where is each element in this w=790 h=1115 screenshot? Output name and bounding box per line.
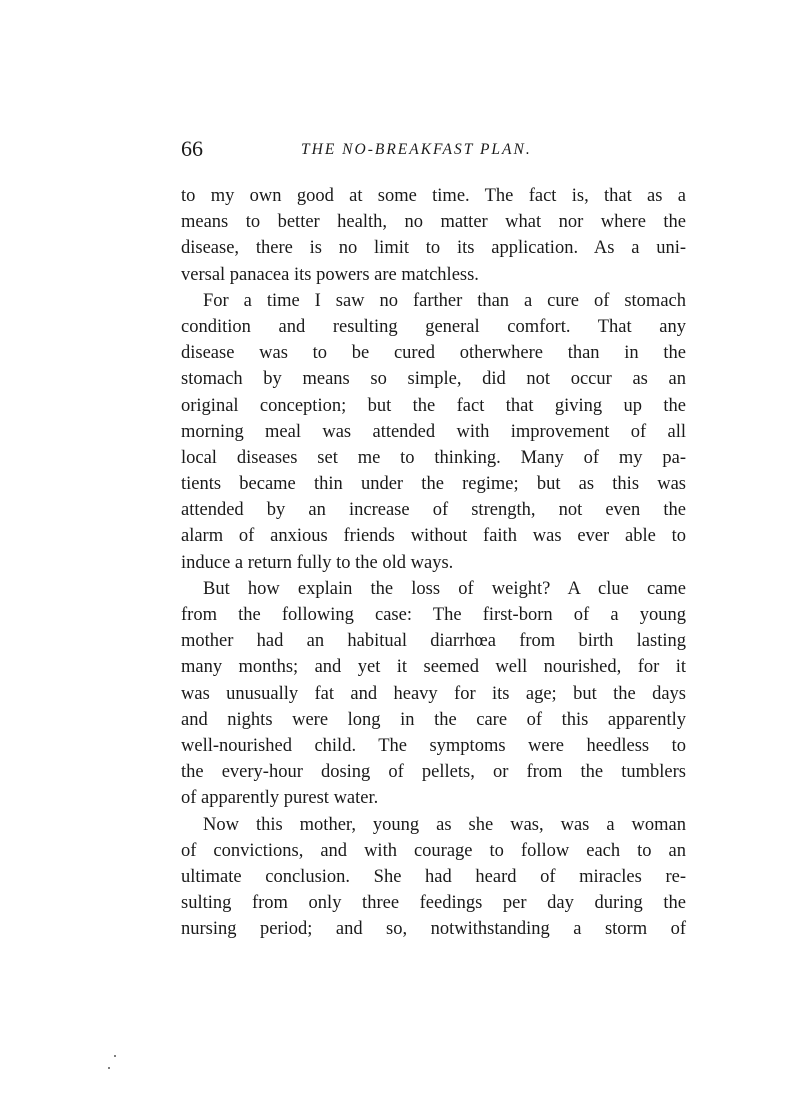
page-header bbox=[181, 136, 691, 166]
paragraph-1 bbox=[181, 183, 686, 288]
text-line: of apparently purest water. bbox=[181, 788, 379, 809]
text-line: means to better health, no matter what nor where the bbox=[181, 212, 686, 233]
text-line: original conception; but the fact that giving up the bbox=[181, 395, 686, 416]
text-line: alarm of anxious friends without faith was ever able to bbox=[181, 526, 686, 547]
text-line: well-nourished child. The symptoms were heedless to bbox=[181, 735, 686, 756]
text-line: disease was to be cured otherwhere than in the bbox=[181, 343, 686, 364]
paragraph-4 bbox=[181, 812, 686, 943]
text-line: to my own good at some time. The fact is, that as a bbox=[181, 186, 686, 206]
text-line: was unusually fat and heavy for its age; but the days bbox=[181, 683, 686, 704]
text-line: stomach by means so simple, did not occur as an bbox=[181, 369, 686, 390]
text-line: versal panacea its powers are matchless. bbox=[181, 264, 479, 285]
text-line: attended by an increase of strength, not even the bbox=[181, 500, 686, 521]
speck bbox=[114, 1055, 116, 1057]
text-line: But how explain the loss of weight? A clue came bbox=[203, 578, 686, 599]
text-line: nursing period; and so, notwithstanding a storm of bbox=[181, 919, 686, 940]
text-line: mother had an habitual diarrhœa from birth lasting bbox=[181, 631, 686, 652]
text-line: ultimate conclusion. She had heard of miracles re- bbox=[181, 866, 686, 887]
text-line: Now this mother, young as she was, was a woman bbox=[203, 814, 686, 835]
speck bbox=[108, 1067, 110, 1069]
text-line: sulting from only three feedings per day during the bbox=[181, 893, 686, 914]
scan-specks bbox=[106, 1053, 118, 1073]
text-line: morning meal was attended with improvement of all bbox=[181, 421, 686, 442]
text-line: and nights were long in the care of this apparently bbox=[181, 709, 686, 730]
text-line: the every-hour dosing of pellets, or from the tumblers bbox=[181, 762, 686, 783]
text-line: local diseases set me to thinking. Many of my pa- bbox=[181, 447, 686, 468]
text-line: from the following case: The first-born of a young bbox=[181, 605, 686, 625]
text-line: For a time I saw no farther than a cure of stomach bbox=[203, 290, 686, 311]
running-head: THE NO-BREAKFAST PLAN. bbox=[301, 141, 532, 158]
text-line: disease, there is no limit to its application. As a uni- bbox=[181, 238, 686, 259]
paragraph-3 bbox=[181, 576, 686, 812]
text-line: many months; and yet it seemed well nourished, for it bbox=[181, 657, 686, 678]
text-line: induce a return fully to the old ways. bbox=[181, 552, 454, 573]
paragraph-2 bbox=[181, 288, 686, 576]
text-line: tients became thin under the regime; but as this was bbox=[181, 474, 686, 495]
page-number: 66 bbox=[181, 136, 203, 161]
text-line: condition and resulting general comfort. That any bbox=[181, 316, 686, 337]
text-line: of convictions, and with courage to follow each to an bbox=[181, 840, 686, 861]
body-text bbox=[181, 183, 686, 942]
